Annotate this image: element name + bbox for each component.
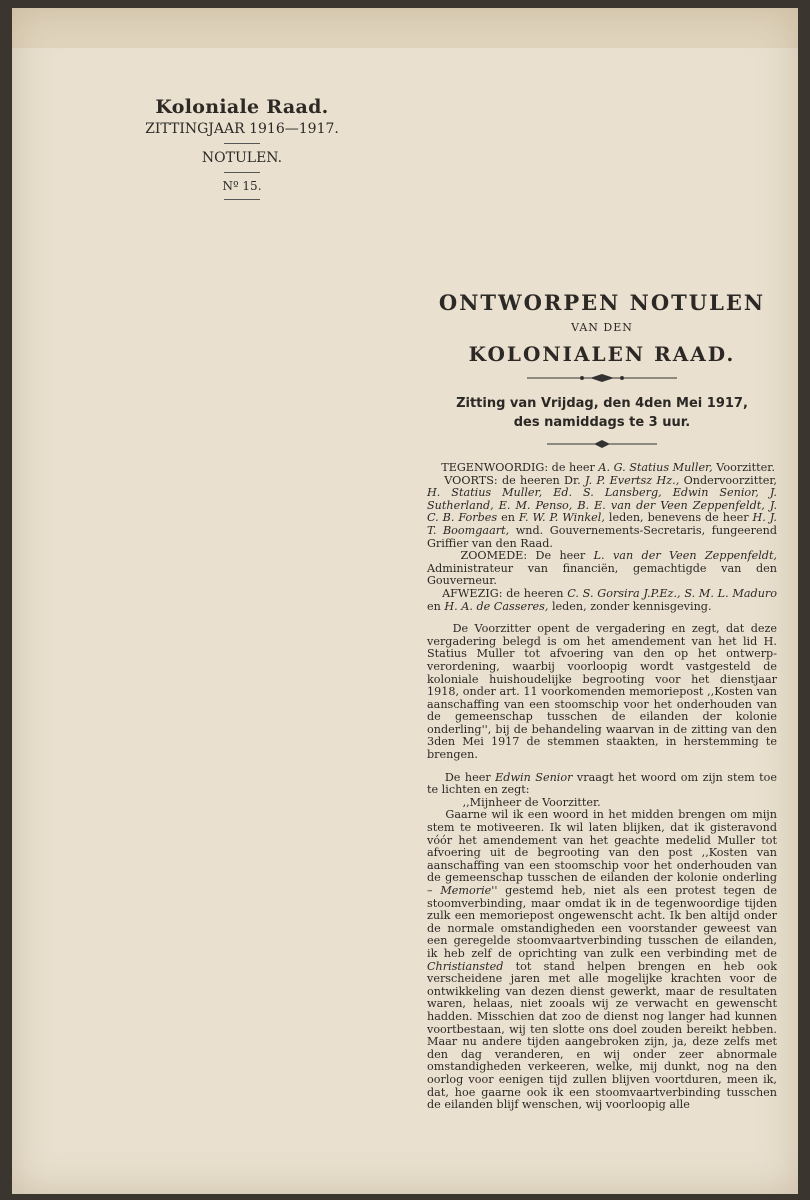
session-date: Zitting van Vrijdag, den 4den Mei 1917, [456,396,748,411]
session-time: des namiddags te 3 uur. [513,415,691,430]
session-year: ZITTINGJAAR 1916—1917. [145,121,339,137]
text: leden, zonder kennisgeving. [548,599,712,613]
chair-name: A. G. Statius Muller, [598,461,713,474]
issue-number: Nº 15. [222,179,262,193]
text: '' gestemd heb, niet als een protest tegen de stoomverbinding, maar omdat ik in de tegenwoordige tijden zulk een memoriepost ongewenscht acht. Ik ben altijd onder de normale omstandigheden een voorstander geweest van een geregelde stoomvaartverbinding tusschen de eilanden, ik heb zelf de oprichting van zulk een verbinding met de [427,884,778,960]
member-names: H. Statius Muller, Ed. S. Lansberg, Edwin Senior, J. Sutherland, E. M. Penso, B. E. van der Veen Zeppenfeldt, J. C. B. Forbes [427,486,777,525]
member-name: J. P. Evertsz Hz., [584,473,680,487]
text: en [427,599,445,613]
ship-name: Christiansted [427,959,504,973]
paragraph-senior-intro [427,772,777,797]
text: en [497,511,519,525]
divider [224,172,260,173]
text: tot stand helpen brengen en heb ook verscheidene jaren met alle mogelijke krachten voor de ontwikkeling van dezen dienst gewerkt, maar de resultaten waren, helaas, niet zooals wij ze verwacht en gewenscht hadden. Misschien dat zoo de dienst nog langer had kunnen voortbestaan, wij ten slotte ons doel zouden bereikt hebben. Maar nu andere tijden aangebroken zijn, ja, deze zelfs met den dag veranderen, en wij onder zeer abnormale omstandigheden verkeeren, welke, mij dunkt, nog na den oorlog voor eenigen tijd zullen blijven voortduren, meen ik, dat, hoe gaarne ook ik een stoomvaartverbinding tusschen de eilanden blijf wenschen, wij voorloopig alle [427,959,777,1112]
ornament-rule [547,440,657,448]
afwezig-label: AFWEZIG [442,586,499,600]
member-name: H. A. de Casseres, [444,599,549,613]
main-subtitle: VAN DEN [571,321,633,334]
main-column [427,290,777,1112]
text: wnd. Gouvernements-Secretaris, fungeerend Griffier van den Raad. [427,523,778,550]
text: Voorzitter. [712,461,775,474]
zoomede-label: ZOOMEDE [460,549,524,563]
voorts-label: VOORTS [444,473,494,487]
attendance-zoomede [427,550,777,588]
paragraph-opening [427,623,777,762]
divider [224,199,260,200]
member-name: F. W. P. Winkel, [518,511,605,525]
text: De Voorzitter opent de vergadering en zegt, dat deze vergadering belegd is om het amendement van het lid H. Statius Muller tot afvoering van den op het ontwerp-verordening, waarbij voorloopig wordt vastgesteld de koloniale huishoudelijke begrooting voor het dienstjaar 1918, onder art. 11 voorkomenden memoriepost ,,Kosten van aanschaffing van een stoomschip voor het onderhouden van de gemeenschap tusschen de eilanden der kolonie onderling'', bij de behandeling waarvan in de zitting van den 3den Mei 1917 de stemmen staakten, in herstemming te brengen. [427,622,777,762]
council-title: Koloniale Raad. [155,96,329,118]
text: Ondervoorzitter, [679,473,777,487]
text: : de heeren [498,586,568,600]
text: Administrateur van financiën, gemachtigde van den Gouverneur. [427,561,777,588]
text: : De heer [523,549,594,563]
divider [224,143,260,144]
council-name: KOLONIALEN RAAD. [468,342,736,366]
attendance-afwezig [427,588,777,613]
attendance-voorts [427,475,777,551]
ornament-rule [527,374,677,382]
text: vraagt het woord om zijn stem toe te lichten en zegt: [427,770,777,797]
text: leden, benevens de heer [604,511,753,525]
member-name: L. van der Veen Zeppenfeldt, [593,549,777,563]
member-name: H. J. T. Boomgaart, [427,511,777,537]
member-names: C. S. Gorsira J.P.Ez., S. M. L. Maduro [567,586,778,600]
text: De heer [444,770,496,784]
speaker-name: Edwin Senior [495,770,573,784]
notulen-label: NOTULEN. [201,150,283,166]
present-label: TEGENWOORDIG [441,461,545,474]
paragraph-speech [427,809,777,1111]
document-header [132,96,352,206]
attendance-block [427,462,777,1112]
main-title: ONTWORPEN NOTULEN [438,290,766,315]
text: : de heeren Dr. [493,473,585,487]
text: : de heer [544,461,599,474]
session-info [427,394,777,432]
text: Gaarne wil ik een woord in het midden brengen om mijn stem te motiveeren. Ik wil laten blijken, dat ik gisteravond vóór het amendement van het geachte medelid Muller tot afvoering uit de begrooting van den post ,,Kosten van aanschaffing van een stoomschip voor het onderhouden van de gemeenschap tusschen de eilanden der kolonie onderling – [427,808,777,897]
memorie-term: Memorie [440,884,492,897]
document-page [12,8,798,1194]
text: ,,Mijnheer de Voorzitter. [462,795,601,809]
